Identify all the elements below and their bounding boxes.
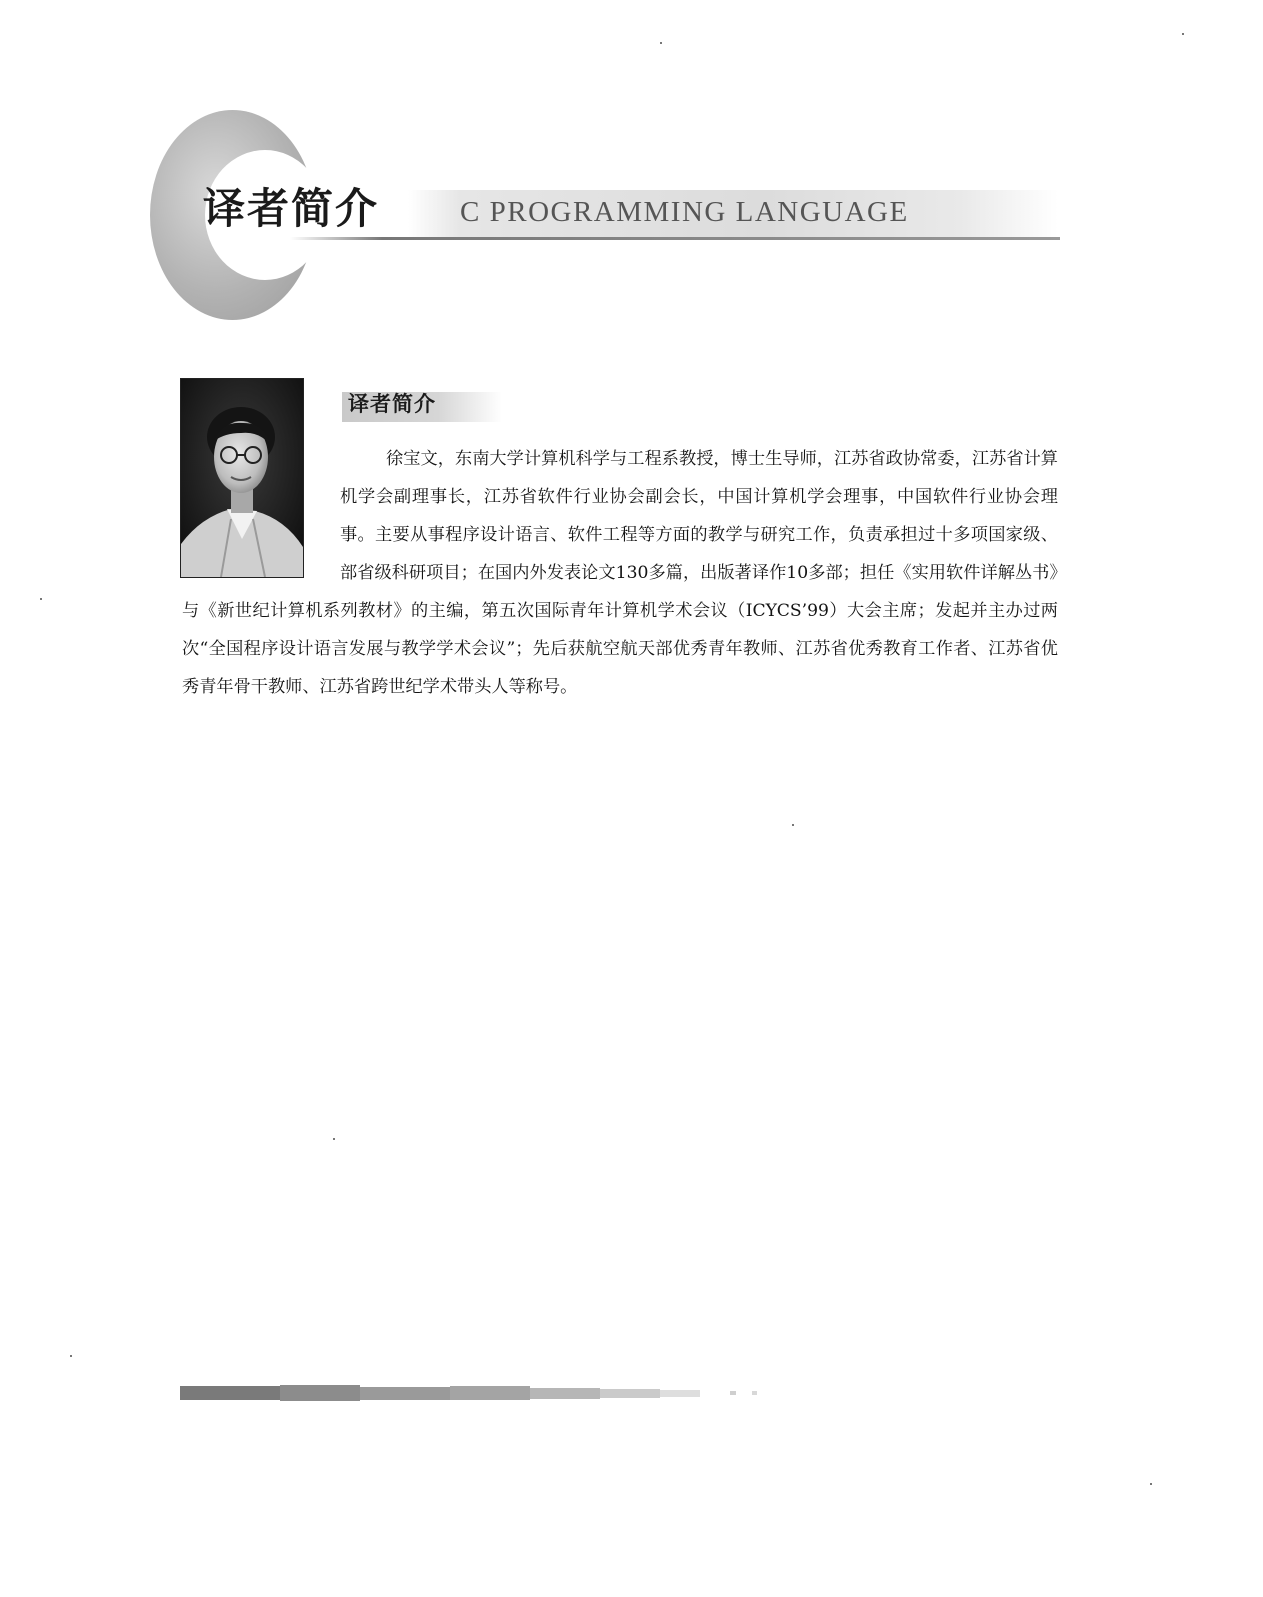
chapter-title: 译者简介 (203, 184, 380, 233)
bio-text: 徐宝文，东南大学计算机科学与工程系教授，博士生导师，江苏省政协常委，江苏省计算机学会副理事长，江苏省软件行业协会副会长，中国计算机学会理事，中国软件行业协会理事。主要从事程序设计语言、软件工程等方面的教学与研究工作，负责承担过十多项国家级、部省级科研项目；在国内外发表论文130多篇，出版著译作10多部；担任《实用软件详解丛书》与《新世纪计算机系列教材》的主编，第五次国际青年计算机学术会议（ICYCS’99）大会主席；发起并主办过两次“全国程序设计语言发展与教学学术会议”；先后获航空航天部优秀青年教师、江苏省优秀教育工作者、江苏省优秀青年骨干教师、江苏省跨世纪学术带头人等称号。 (182, 449, 1058, 697)
scan-speck (792, 824, 794, 826)
chapter-subtitle: C PROGRAMMING LANGUAGE (460, 196, 909, 228)
scan-speck (40, 598, 42, 600)
scan-speck (660, 42, 662, 44)
chapter-header-rule (290, 237, 1060, 240)
portrait-text-wrap-spacer (182, 440, 340, 590)
scan-speck (333, 1138, 335, 1140)
scan-speck (1150, 1483, 1152, 1485)
translator-bio (182, 440, 1058, 706)
scan-speck (70, 1355, 72, 1357)
footer-smudge-decoration (180, 1381, 770, 1407)
scan-speck (1182, 33, 1184, 35)
section-heading: 译者简介 (348, 392, 436, 416)
